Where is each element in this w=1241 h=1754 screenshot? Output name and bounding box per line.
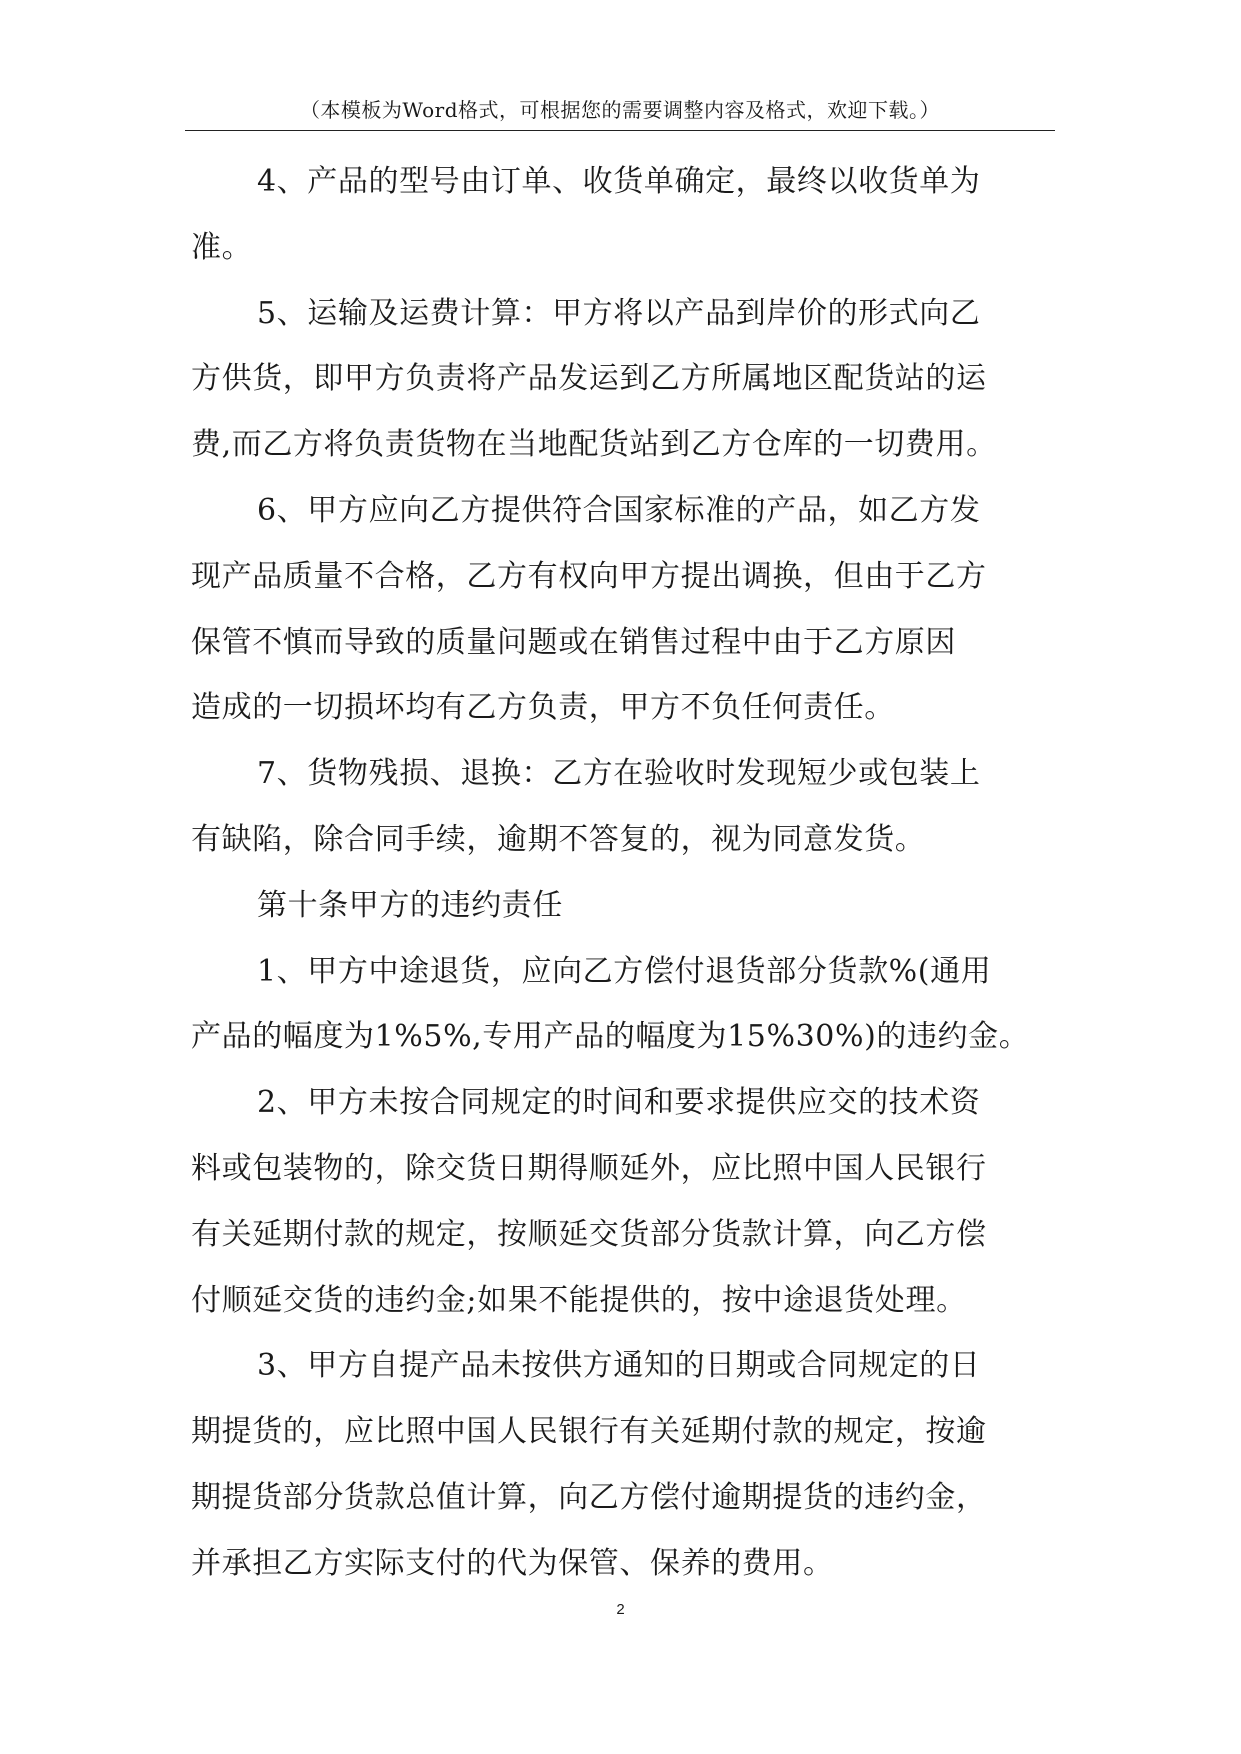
page-number: 2	[616, 1601, 625, 1618]
paragraph-item-5	[191, 281, 1051, 478]
paragraph-line: 保管不慎而导致的质量问题或在销售过程中由于乙方原因	[191, 624, 956, 660]
document-body	[191, 149, 1051, 1597]
paragraph-item-6	[191, 478, 1051, 741]
clause-1	[191, 939, 1051, 1071]
paragraph-line: 有关延期付款的规定，按顺延交货部分货款计算，向乙方偿	[191, 1216, 987, 1252]
paragraph-line: 造成的一切损坏均有乙方负责，甲方不负任何责任。	[191, 690, 895, 726]
paragraph-line: 7、货物残损、退换：乙方在验收时发现短少或包装上	[257, 756, 981, 792]
paragraph-item-4	[191, 149, 1051, 281]
template-note: （本模板为Word格式，可根据您的需要调整内容及格式，欢迎下载。）	[299, 98, 941, 122]
paragraph-line: 产品的幅度为1%5%,专用产品的幅度为15%30%)的违约金。	[191, 1019, 1030, 1055]
paragraph-line: 第十条甲方的违约责任	[257, 887, 563, 923]
paragraph-line: 付顺延交货的违约金;如果不能提供的，按中途退货处理。	[191, 1282, 967, 1318]
paragraph-line: 有缺陷，除合同手续，逾期不答复的，视为同意发货。	[191, 821, 926, 857]
paragraph-line: 4、产品的型号由订单、收货单确定，最终以收货单为	[257, 164, 981, 199]
article-10-heading	[191, 873, 1051, 939]
paragraph-line: 1、甲方中途退货，应向乙方偿付退货部分货款%(通用	[257, 953, 992, 989]
paragraph-line: 6、甲方应向乙方提供符合国家标准的产品，如乙方发	[257, 492, 981, 528]
paragraph-line: 方供货，即甲方负责将产品发运到乙方所属地区配货站的运	[191, 361, 987, 397]
paragraph-line: 现产品质量不合格，乙方有权向甲方提出调换，但由于乙方	[191, 558, 987, 594]
paragraph-line: 5、运输及运费计算：甲方将以产品到岸价的形式向乙	[257, 295, 981, 331]
paragraph-line: 期提货的，应比照中国人民银行有关延期付款的规定，按逾	[191, 1414, 987, 1450]
paragraph-line: 并承担乙方实际支付的代为保管、保养的费用。	[191, 1545, 834, 1581]
paragraph-line: 费,而乙方将负责货物在当地配货站到乙方仓库的一切费用。	[191, 427, 997, 463]
paragraph-line: 准。	[191, 229, 253, 265]
header-divider	[185, 130, 1055, 131]
clause-2	[191, 1070, 1051, 1333]
paragraph-line: 料或包装物的，除交货日期得顺延外，应比照中国人民银行	[191, 1150, 987, 1186]
paragraph-line: 2、甲方未按合同规定的时间和要求提供应交的技术资	[257, 1085, 981, 1121]
clause-3	[191, 1333, 1051, 1596]
paragraph-line: 期提货部分货款总值计算，向乙方偿付逾期提货的违约金，	[191, 1479, 987, 1515]
paragraph-line: 3、甲方自提产品未按供方通知的日期或合同规定的日	[257, 1348, 981, 1384]
paragraph-item-7	[191, 741, 1051, 873]
